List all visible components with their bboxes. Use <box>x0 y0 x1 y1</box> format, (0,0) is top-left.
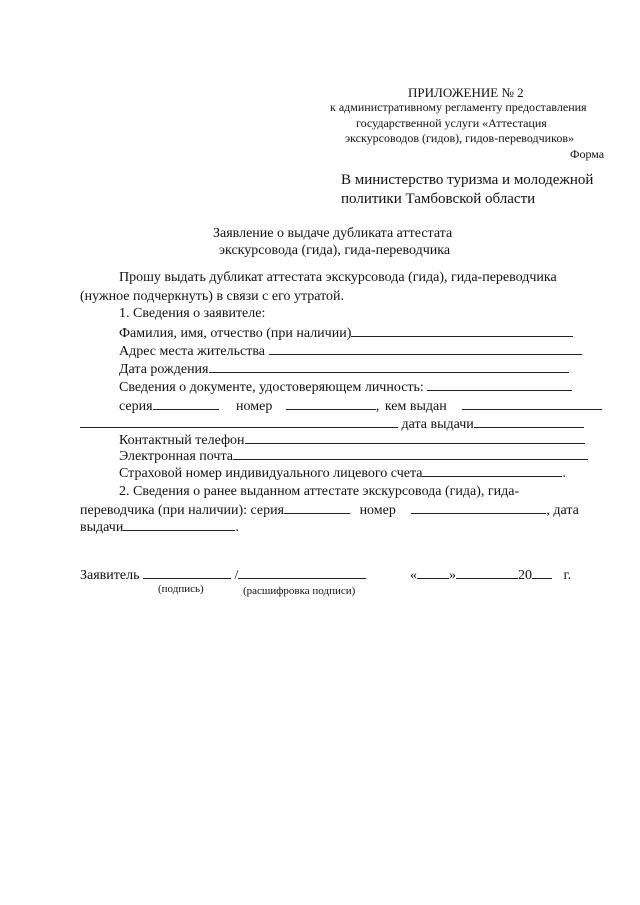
year-suffix: г. <box>563 568 572 583</box>
appendix-line-3: экскурсоводов (гидов), гидов-переводчиков» <box>345 131 574 145</box>
id-doc-row <box>119 378 572 396</box>
number-label: номер <box>236 399 273 414</box>
snils-label: Страховой номер индивидуального лицевого счета <box>119 466 423 481</box>
section-2-line-2 <box>80 501 579 519</box>
email-field[interactable] <box>233 447 588 460</box>
snils-row: Страховой номер индивидуального лицевого счета . <box>119 466 566 481</box>
document-title-line-1: Заявление о выдаче дубликата аттестата <box>213 226 453 241</box>
issued-by-field[interactable] <box>462 397 602 410</box>
fio-row <box>119 324 573 342</box>
document-title-line-2: экскурсовода (гида), гида-переводчика <box>219 243 451 258</box>
prev-number-field[interactable] <box>411 501 546 514</box>
issue-date-field[interactable] <box>474 415 584 428</box>
address-row <box>119 342 582 360</box>
address-label: Адрес места жительства <box>119 344 265 359</box>
id-doc-label: Сведения о документе, удостоверяющем личность: <box>119 380 424 395</box>
fio-label: Фамилия, имя, отчество (при наличии) <box>119 326 352 341</box>
appendix-title: ПРИЛОЖЕНИЕ № 2 <box>408 85 524 100</box>
appendix-line-1: к административному регламенту предоставления <box>330 100 587 114</box>
email-row <box>119 447 588 465</box>
prev-series-label: переводчика (при наличии): серия <box>80 503 285 518</box>
signature-slash: / <box>234 568 239 583</box>
prev-number-label: номер <box>359 503 396 518</box>
year-prefix: 20 <box>518 568 532 583</box>
section-1-heading: 1. Сведения о заявителе: <box>119 306 266 321</box>
close-quote: » <box>449 568 456 583</box>
open-quote: « <box>410 568 417 583</box>
addressee-line-2: политики Тамбовской области <box>341 191 536 207</box>
year-field[interactable] <box>532 566 552 579</box>
signature-field[interactable] <box>143 566 231 579</box>
month-field[interactable] <box>456 566 518 579</box>
date-row <box>410 566 571 584</box>
phone-field[interactable] <box>245 431 585 444</box>
birth-label: Дата рождения <box>119 362 209 377</box>
snils-field[interactable] <box>422 464 562 477</box>
section-2-line-3: выдачи . <box>80 520 239 535</box>
signature-decode-field[interactable] <box>238 566 366 579</box>
form-label: Форма <box>570 147 605 161</box>
series-label: серия <box>119 399 153 414</box>
series-field[interactable] <box>153 397 219 410</box>
fio-field[interactable] <box>351 324 573 337</box>
id-series-row: серия номер , кем выдан <box>119 397 602 415</box>
birth-row <box>119 360 569 378</box>
appendix-line-2: государственной услуги «Аттестация <box>356 116 547 130</box>
issued-by-label: кем выдан <box>384 399 447 414</box>
phone-label: Контактный телефон <box>119 433 245 448</box>
issued-by-field-continued[interactable] <box>80 415 398 428</box>
prev-series-field[interactable] <box>284 501 350 514</box>
issue-date-label: дата выдачи <box>401 417 474 432</box>
id-doc-field[interactable] <box>427 378 572 391</box>
prev-issue-field[interactable] <box>123 518 235 531</box>
signature-decode-caption: (расшифровка подписи) <box>243 585 356 597</box>
addressee-line-1: В министерство туризма и молодежной <box>341 172 594 188</box>
applicant-label: Заявитель <box>80 568 140 583</box>
address-field[interactable] <box>269 342 582 355</box>
email-label: Электронная почта <box>119 449 233 464</box>
signature-caption: (подпись) <box>158 583 204 595</box>
intro-line-1: Прошу выдать дубликат аттестата экскурсовода (гида), гида-переводчика <box>119 270 557 285</box>
intro-line-2: (нужное подчеркнуть) в связи с его утратой. <box>80 289 345 304</box>
day-field[interactable] <box>417 566 449 579</box>
birth-field[interactable] <box>209 360 569 373</box>
signature-row <box>80 566 366 584</box>
number-field[interactable] <box>286 397 376 410</box>
prev-issue-label: выдачи <box>80 520 124 535</box>
prev-date-label: , дата <box>546 503 579 518</box>
section-2-line-1: 2. Сведения о ранее выданном аттестате экскурсовода (гида), гида- <box>119 484 520 499</box>
